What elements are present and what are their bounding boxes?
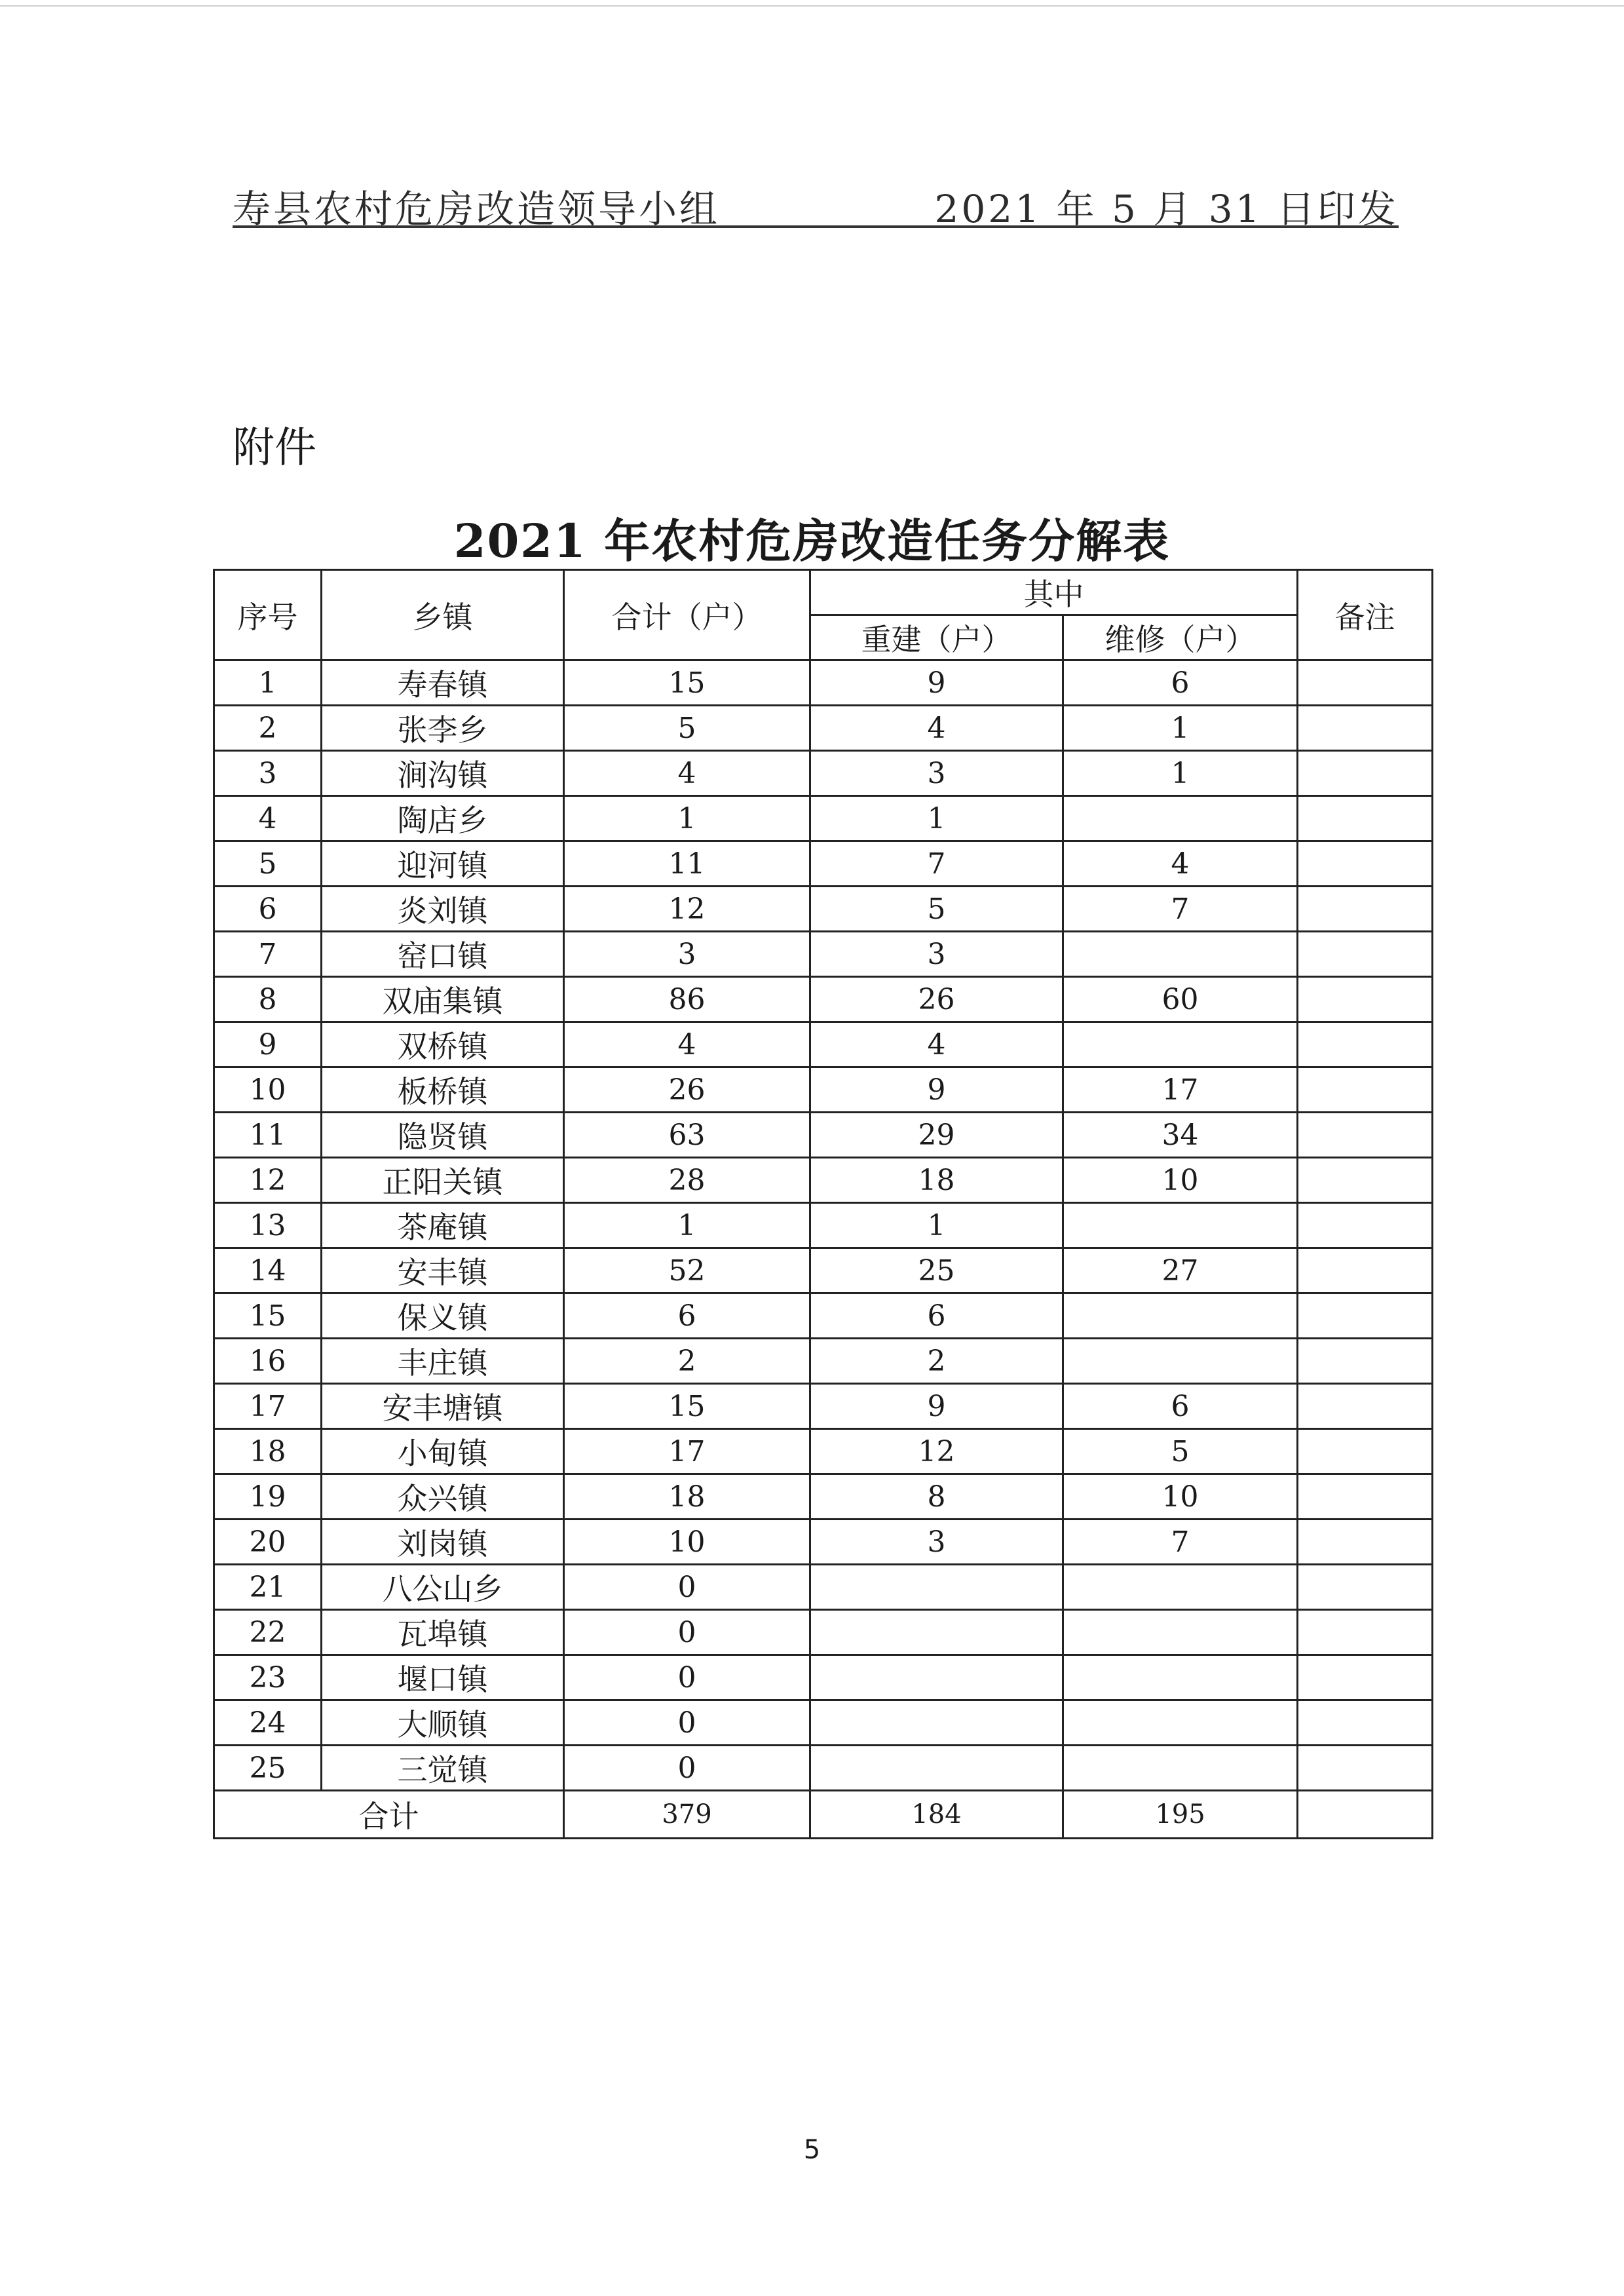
issue-date: 2021 年 5 月 31 日印发 [934, 187, 1399, 231]
cell-seq: 3 [214, 751, 322, 796]
cell-remark [1298, 1067, 1433, 1113]
cell-remark [1298, 1746, 1433, 1791]
cell-remark [1298, 977, 1433, 1022]
cell-seq: 8 [214, 977, 322, 1022]
cell-rebuild: 9 [810, 1067, 1063, 1113]
cell-rebuild: 9 [810, 1384, 1063, 1429]
cell-rebuild [810, 1610, 1063, 1655]
cell-rebuild: 4 [810, 706, 1063, 751]
cell-town: 陶店乡 [322, 796, 564, 841]
cell-total: 4 [564, 751, 810, 796]
cell-total: 10 [564, 1520, 810, 1565]
cell-seq: 19 [214, 1474, 322, 1520]
cell-town: 双庙集镇 [322, 977, 564, 1022]
cell-town: 炎刘镇 [322, 887, 564, 932]
issuer-name: 寿县农村危房改造领导小组 [233, 187, 721, 231]
cell-repair [1063, 1339, 1298, 1384]
cell-repair: 4 [1063, 841, 1298, 887]
cell-remark [1298, 1520, 1433, 1565]
cell-seq: 12 [214, 1158, 322, 1203]
cell-remark [1298, 1384, 1433, 1429]
table-row [214, 796, 1433, 841]
header-town: 乡镇 [322, 570, 564, 660]
cell-rebuild: 5 [810, 887, 1063, 932]
cell-seq: 24 [214, 1700, 322, 1746]
page-number: 5 [803, 2135, 821, 2165]
table-row [214, 1429, 1433, 1474]
cell-total: 4 [564, 1022, 810, 1067]
cell-seq: 25 [214, 1746, 322, 1791]
cell-seq: 20 [214, 1520, 322, 1565]
cell-remark [1298, 1158, 1433, 1203]
table-row [214, 841, 1433, 887]
total-remark [1298, 1791, 1433, 1839]
cell-repair: 17 [1063, 1067, 1298, 1113]
cell-town: 隐贤镇 [322, 1113, 564, 1158]
table-row [214, 660, 1433, 706]
cell-remark [1298, 841, 1433, 887]
cell-rebuild: 6 [810, 1293, 1063, 1339]
table-row [214, 1746, 1433, 1791]
cell-rebuild: 29 [810, 1113, 1063, 1158]
cell-remark [1298, 1429, 1433, 1474]
header-rebuild: 重建（户） [810, 615, 1063, 660]
table-row [214, 1655, 1433, 1700]
cell-repair: 5 [1063, 1429, 1298, 1474]
table-row [214, 751, 1433, 796]
cell-total: 1 [564, 796, 810, 841]
cell-remark [1298, 660, 1433, 706]
cell-town: 迎河镇 [322, 841, 564, 887]
cell-total: 5 [564, 706, 810, 751]
cell-town: 双桥镇 [322, 1022, 564, 1067]
cell-remark [1298, 932, 1433, 977]
cell-rebuild: 3 [810, 751, 1063, 796]
cell-total: 28 [564, 1158, 810, 1203]
total-repair: 195 [1063, 1791, 1298, 1839]
table-row [214, 1610, 1433, 1655]
cell-repair: 6 [1063, 660, 1298, 706]
cell-town: 瓦埠镇 [322, 1610, 564, 1655]
table-row [214, 1113, 1433, 1158]
cell-repair: 10 [1063, 1158, 1298, 1203]
cell-repair [1063, 1293, 1298, 1339]
cell-remark [1298, 1700, 1433, 1746]
cell-repair [1063, 1022, 1298, 1067]
table-row [214, 1022, 1433, 1067]
cell-town: 保义镇 [322, 1293, 564, 1339]
cell-total: 52 [564, 1248, 810, 1293]
table-row [214, 1339, 1433, 1384]
cell-remark [1298, 751, 1433, 796]
table-row [214, 1520, 1433, 1565]
cell-rebuild [810, 1565, 1063, 1610]
cell-seq: 5 [214, 841, 322, 887]
cell-rebuild: 2 [810, 1339, 1063, 1384]
cell-repair [1063, 1610, 1298, 1655]
table-row [214, 706, 1433, 751]
cell-seq: 16 [214, 1339, 322, 1384]
cell-repair [1063, 932, 1298, 977]
cell-rebuild: 4 [810, 1022, 1063, 1067]
cell-town: 堰口镇 [322, 1655, 564, 1700]
total-rebuild: 184 [810, 1791, 1063, 1839]
cell-repair: 1 [1063, 751, 1298, 796]
cell-town: 三觉镇 [322, 1746, 564, 1791]
cell-remark [1298, 1293, 1433, 1339]
cell-repair: 7 [1063, 1520, 1298, 1565]
table-row [214, 887, 1433, 932]
cell-rebuild: 3 [810, 932, 1063, 977]
cell-town: 寿春镇 [322, 660, 564, 706]
cell-seq: 7 [214, 932, 322, 977]
table-row [214, 932, 1433, 977]
cell-rebuild [810, 1700, 1063, 1746]
cell-remark [1298, 1248, 1433, 1293]
cell-rebuild: 1 [810, 796, 1063, 841]
footer-rule [233, 225, 1399, 228]
table-row [214, 1158, 1433, 1203]
cell-seq: 9 [214, 1022, 322, 1067]
cell-repair [1063, 1203, 1298, 1248]
cell-rebuild: 26 [810, 977, 1063, 1022]
cell-remark [1298, 1203, 1433, 1248]
cell-total: 63 [564, 1113, 810, 1158]
cell-town: 安丰镇 [322, 1248, 564, 1293]
cell-total: 3 [564, 932, 810, 977]
cell-town: 八公山乡 [322, 1565, 564, 1610]
cell-repair: 6 [1063, 1384, 1298, 1429]
cell-total: 17 [564, 1429, 810, 1474]
cell-total: 0 [564, 1610, 810, 1655]
cell-remark [1298, 1565, 1433, 1610]
cell-total: 0 [564, 1655, 810, 1700]
cell-repair: 10 [1063, 1474, 1298, 1520]
cell-seq: 11 [214, 1113, 322, 1158]
cell-rebuild [810, 1655, 1063, 1700]
issuance-footer [233, 176, 1399, 231]
cell-seq: 1 [214, 660, 322, 706]
cell-seq: 10 [214, 1067, 322, 1113]
cell-total: 15 [564, 1384, 810, 1429]
cell-remark [1298, 1474, 1433, 1520]
attachment-label: 附件 [233, 424, 316, 472]
header-total: 合计（户） [564, 570, 810, 660]
header-seq: 序号 [214, 570, 322, 660]
cell-repair [1063, 1655, 1298, 1700]
cell-rebuild: 8 [810, 1474, 1063, 1520]
header-repair: 维修（户） [1063, 615, 1298, 660]
cell-seq: 23 [214, 1655, 322, 1700]
page-top-edge [0, 5, 1624, 7]
cell-seq: 17 [214, 1384, 322, 1429]
cell-total: 26 [564, 1067, 810, 1113]
cell-town: 小甸镇 [322, 1429, 564, 1474]
cell-total: 12 [564, 887, 810, 932]
cell-total: 86 [564, 977, 810, 1022]
table-body [214, 660, 1433, 1791]
cell-town: 众兴镇 [322, 1474, 564, 1520]
table-row [214, 977, 1433, 1022]
cell-rebuild: 3 [810, 1520, 1063, 1565]
cell-remark [1298, 1610, 1433, 1655]
total-row [214, 1791, 1433, 1839]
cell-seq: 21 [214, 1565, 322, 1610]
cell-seq: 13 [214, 1203, 322, 1248]
cell-repair: 34 [1063, 1113, 1298, 1158]
cell-seq: 18 [214, 1429, 322, 1474]
cell-town: 大顺镇 [322, 1700, 564, 1746]
cell-rebuild: 25 [810, 1248, 1063, 1293]
total-label: 合计 [214, 1791, 564, 1839]
cell-town: 茶庵镇 [322, 1203, 564, 1248]
cell-rebuild: 18 [810, 1158, 1063, 1203]
cell-total: 0 [564, 1565, 810, 1610]
cell-town: 板桥镇 [322, 1067, 564, 1113]
table-row [214, 1565, 1433, 1610]
cell-town: 窑口镇 [322, 932, 564, 977]
cell-total: 0 [564, 1700, 810, 1746]
table-row [214, 1384, 1433, 1429]
cell-town: 刘岗镇 [322, 1520, 564, 1565]
cell-remark [1298, 887, 1433, 932]
cell-town: 涧沟镇 [322, 751, 564, 796]
cell-repair: 7 [1063, 887, 1298, 932]
header-remark: 备注 [1298, 570, 1433, 660]
cell-seq: 22 [214, 1610, 322, 1655]
cell-repair [1063, 1565, 1298, 1610]
cell-town: 张李乡 [322, 706, 564, 751]
cell-remark [1298, 1113, 1433, 1158]
cell-rebuild: 7 [810, 841, 1063, 887]
task-table [213, 569, 1433, 1839]
cell-remark [1298, 1339, 1433, 1384]
total-sum: 379 [564, 1791, 810, 1839]
cell-repair [1063, 1746, 1298, 1791]
cell-repair [1063, 796, 1298, 841]
cell-repair: 60 [1063, 977, 1298, 1022]
cell-seq: 2 [214, 706, 322, 751]
table-row [214, 1067, 1433, 1113]
cell-total: 2 [564, 1339, 810, 1384]
cell-total: 15 [564, 660, 810, 706]
cell-total: 11 [564, 841, 810, 887]
cell-seq: 6 [214, 887, 322, 932]
cell-town: 安丰塘镇 [322, 1384, 564, 1429]
cell-rebuild [810, 1746, 1063, 1791]
cell-repair [1063, 1700, 1298, 1746]
cell-remark [1298, 796, 1433, 841]
cell-remark [1298, 1022, 1433, 1067]
cell-remark [1298, 706, 1433, 751]
cell-total: 1 [564, 1203, 810, 1248]
table-row [214, 1474, 1433, 1520]
cell-total: 18 [564, 1474, 810, 1520]
table-title: 2021 年农村危房改造任务分解表 [453, 514, 1171, 568]
header-among: 其中 [810, 570, 1298, 615]
cell-total: 6 [564, 1293, 810, 1339]
table-header-row [214, 570, 1433, 615]
table-row [214, 1700, 1433, 1746]
cell-remark [1298, 1655, 1433, 1700]
cell-repair: 1 [1063, 706, 1298, 751]
cell-rebuild: 9 [810, 660, 1063, 706]
cell-repair: 27 [1063, 1248, 1298, 1293]
cell-total: 0 [564, 1746, 810, 1791]
cell-seq: 4 [214, 796, 322, 841]
cell-rebuild: 1 [810, 1203, 1063, 1248]
table-row [214, 1203, 1433, 1248]
table-row [214, 1248, 1433, 1293]
cell-town: 丰庄镇 [322, 1339, 564, 1384]
table-row [214, 1293, 1433, 1339]
cell-seq: 15 [214, 1293, 322, 1339]
cell-town: 正阳关镇 [322, 1158, 564, 1203]
cell-rebuild: 12 [810, 1429, 1063, 1474]
cell-seq: 14 [214, 1248, 322, 1293]
